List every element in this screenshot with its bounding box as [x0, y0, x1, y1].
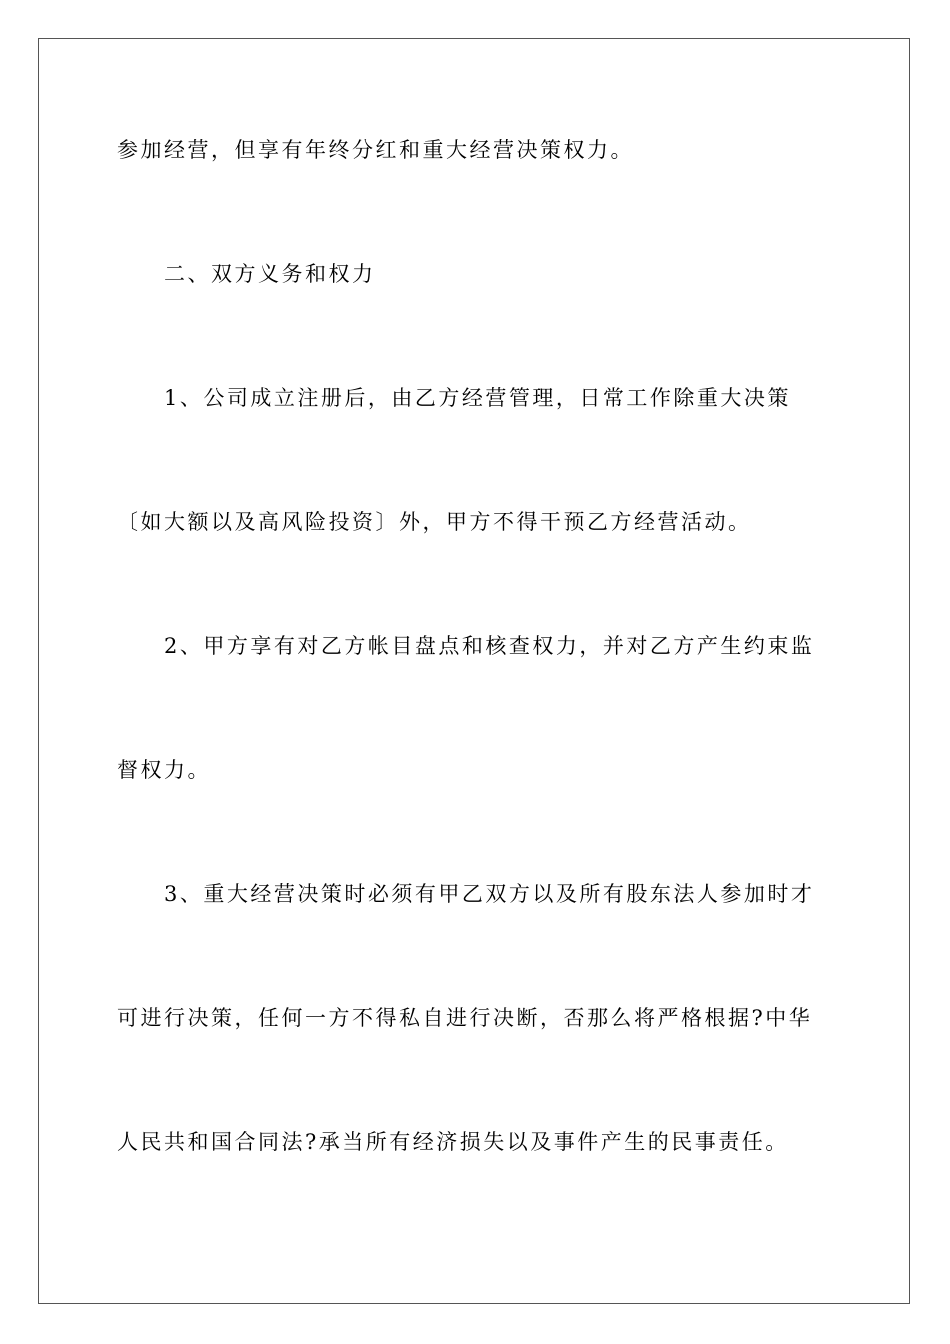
text-line-1: 参加经营，但享有年终分红和重大经营决策权力。: [117, 138, 634, 162]
clause-2-line-1: 2、甲方享有对乙方帐目盘点和核查权力，并对乙方产生约束监: [164, 634, 815, 658]
clause-2-line-2: 督权力。: [117, 758, 211, 782]
clause-3-line-2: 可进行决策，任何一方不得私自进行决断，否那么将严格根据?中华: [117, 1006, 813, 1030]
clause-1-line-2: 〔如大额以及高风险投资〕外，甲方不得干预乙方经营活动。: [117, 510, 752, 534]
clause-1-line-1: 1、公司成立注册后，由乙方经营管理，日常工作除重大决策: [164, 386, 791, 410]
clause-3-line-3: 人民共和国合同法?承当所有经济损失以及事件产生的民事责任。: [117, 1130, 789, 1154]
page-border: [38, 38, 910, 1304]
clause-3-line-1: 3、重大经营决策时必须有甲乙双方以及所有股东法人参加时才: [164, 882, 815, 906]
section-heading: 二、双方义务和权力: [164, 262, 376, 286]
